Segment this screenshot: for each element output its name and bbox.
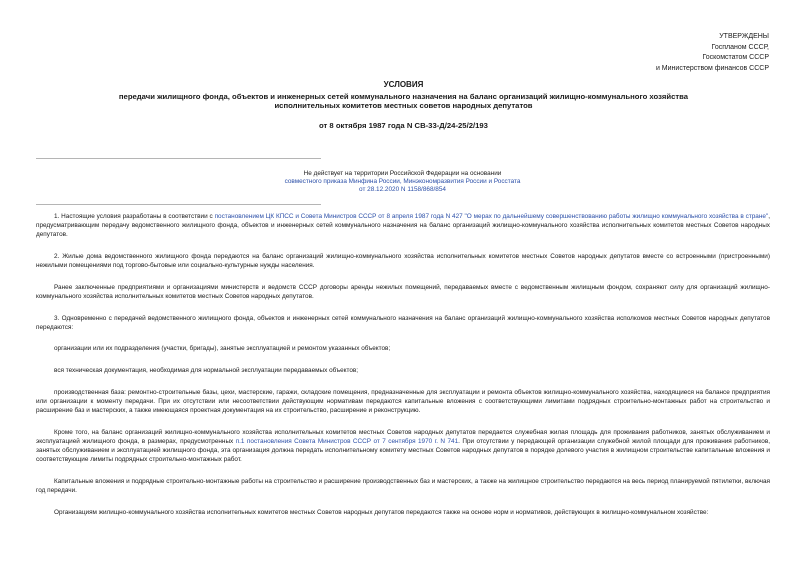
paragraph-1 [36,212,770,240]
paragraph-4: 3. Одновременно с передачей ведомственного жилищного фонда, объектов и инженерных сетей коммунального назначения на баланс организаций жилищно-коммунального хозяйства исполкомов местных Советов народных депутатов передаются: [36,314,770,331]
title-date: от 8 октября 1987 года N СВ-33-Д/24-25/2/193 [319,120,488,130]
approval-stamp [656,32,769,74]
paragraph-text: , предусматривающим передачу ведомственного жилищного фонда, объектов и инженерных сетей коммунального назначения на баланс организаций жилищно-коммунального хозяйства исполнительных комитетов местных Советов народных депутатов. [36,213,770,239]
paragraph-10: Организациям жилищно-коммунального хозяйства исполнительных комитетов местных Советов народных депутатов передаются также на основе норм и нормативов, действующих в жилищно-коммунальном хозяйстве: [54,508,709,516]
divider [36,158,321,159]
paragraph-text: 1. Настоящие условия разработаны в соответствии с [54,213,215,220]
paragraph-7: производственная база: ремонтно-строительные базы, цехи, мастерские, гаражи, складские помещения, предназначенные для эксплуатации и ремонта объектов жилищно-коммунального хозяйства, находящиеся на балансе предприятия или организации к моменту передачи. При их отсутствии или несоответствии действующим нормативам передаются капитальные вложения с соответствующими лимитами подрядных строительно-монтажных работ на строительство и расширение баз и мастерских, а также имеющаяся проектная документация на их строительство, расширение и реконструкцию. [36,388,770,414]
paragraph-8 [36,428,770,465]
notice-link-order[interactable]: совместного приказа Минфина России, Минэкономразвития России и Росстата [284,178,521,186]
approval-line: УТВЕРЖДЕНЫ [719,33,769,40]
paragraph-6: вся техническая документация, необходимая для нормальной эксплуатации передаваемых объектов; [54,366,359,374]
approval-line: и Министерством финансов СССР [655,64,769,72]
notice-text: Не действует на территории Российской Федерации на основании [303,170,502,177]
approval-line: Госпланом СССР, [711,43,769,51]
status-notice [230,170,575,195]
paragraph-text: . При отсутствии у передающей организации служебной жилой площади для проживания работников, занятых обслуживанием и эксплуатацией жилищного фонда, эта организация должна передать исполнительному комитету местных Советов народных депутатов в порядке долевого участия в жилищном строительстве капитальные вложения и соответствующие лимиты подрядных строительно-монтажных работ. [36,437,770,464]
paragraph-9: Капитальные вложения и подрядные строительно-монтажные работы на строительство и расширение производственных баз и мастерских, а также на жилищное строительство передаются на весь период планируемой пятилетки, включая год передачи. [36,477,770,494]
notice-link-date[interactable]: от 28.12.2020 N 1158/868/854 [359,186,446,194]
divider [36,204,321,205]
title-heading: УСЛОВИЯ [383,80,424,89]
link-resolution-427[interactable]: постановлением ЦК КПСС и Совета Министров СССР от 8 апреля 1987 года N 427 "О мерах по дальнейшему совершенствованию работы жилищно коммунального хозяйства в стране" [214,213,769,220]
document-body [36,212,770,529]
title-line: передачи жилищного фонда, объектов и инженерных сетей коммунального назначения на баланс организаций жилищно-коммунального хозяйства [118,91,689,101]
title-line: исполнительных комитетов местных советов народных депутатов [274,101,533,111]
paragraph-text: Кроме того, на баланс организаций жилищно-коммунального хозяйства исполнительных комитетов местных Советов народных депутатов передается служебная жилая площадь для проживания работников, занятых обслуживанием и эксплуатацией жилищного фонда, в размерах, предусмотренных [36,428,770,445]
approval-line: Госкомстатом СССР [702,54,769,61]
paragraph-2: 2. Жилые дома ведомственного жилищного фонда передаются на баланс организаций жилищно-коммунального хозяйства исполнительных комитетов местных Советов народных депутатов вместе со встроенными (пристроенными) нежилыми помещениями под торгово-бытовые или социально-культурные нужды населения. [36,253,770,270]
link-resolution-741[interactable]: п.1 постановления Совета Министров СССР от 7 сентября 1970 г. N 741 [235,437,459,445]
document-title [30,80,777,130]
paragraph-3: Ранее заключенные предприятиями и организациями министерств и ведомств СССР договоры аренды нежилых помещений, передаваемых вместе с ведомственным жилищным фондом, сохраняют силу для организаций жилищно-коммунального хозяйства исполнительных комитетов местных Советов народных депутатов. [36,283,770,300]
paragraph-5: организации или их подразделения (участки, бригады), занятые эксплуатацией и ремонтом указанных объектов; [54,345,391,353]
